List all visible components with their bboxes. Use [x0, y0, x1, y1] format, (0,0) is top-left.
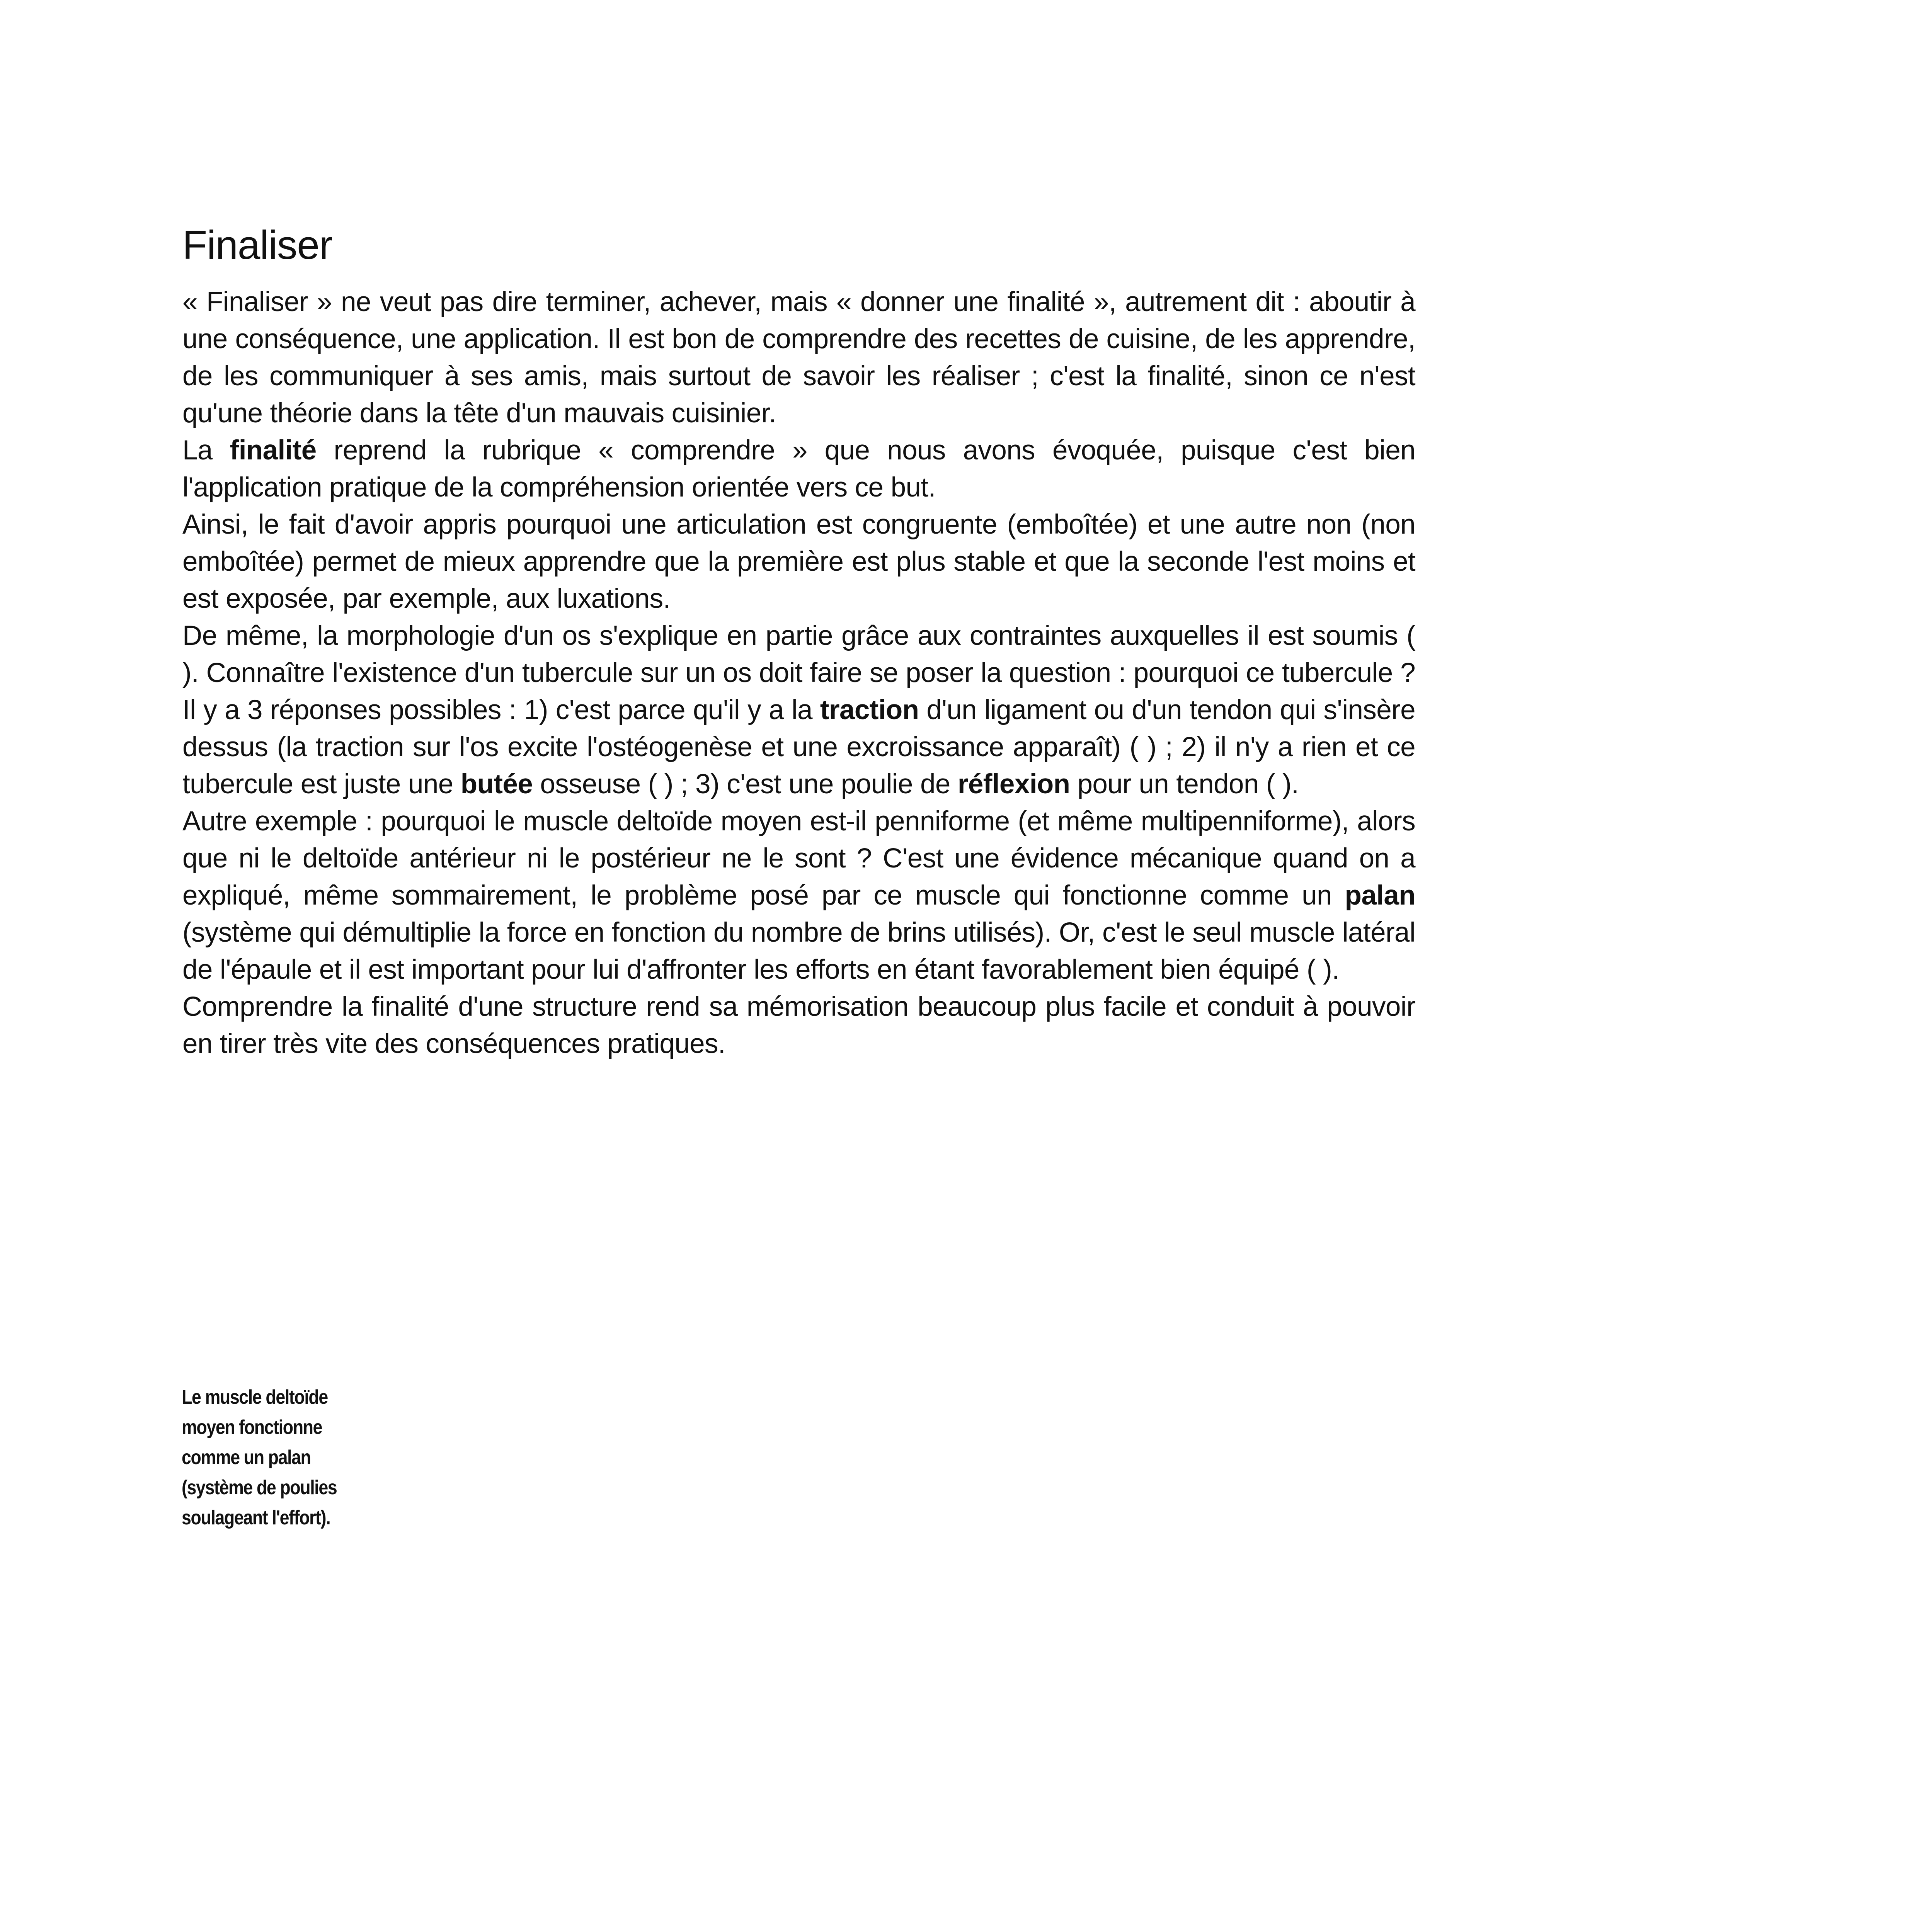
paragraph-conclusion: Comprendre la finalité d'une structure rend sa mémorisation beaucoup plus facile et conduit à pouvoir en tirer très vite des conséquences pratiques.: [182, 992, 1415, 1059]
bold-term: butée: [460, 769, 533, 799]
caption-line: moyen fonctionne: [182, 1416, 322, 1439]
figure-caption: [182, 1382, 381, 1533]
page-title: Finaliser: [182, 223, 332, 268]
caption-line: Le muscle deltoïde: [182, 1386, 328, 1408]
paragraph-deltoide: Autre exemple : pourquoi le muscle deltoïde moyen est-il penniforme (et même multipenniforme), alors que ni le deltoïde antérieur ni le postérieur ne le sont ? C'est une évidence mécanique quand on a expliqué, même sommairement, le problème posé par ce muscle qui fonctionne comme un palan (système qui démultiplie la force en fonction du nombre de brins utilisés). Or, c'est le seul muscle latéral de l'épaule et il est important pour lui d'affronter les efforts en étant favorablement bien équipé ( ).: [182, 806, 1415, 985]
paragraph-articulation: Ainsi, le fait d'avoir appris pourquoi une articulation est congruente (emboîtée) et une autre non (non emboîtée) permet de mieux apprendre que la première est plus stable et que la seconde l'est moins et est exposée, par exemple, aux luxations.: [182, 509, 1415, 614]
paragraph-finalite: La finalité reprend la rubrique « comprendre » que nous avons évoquée, puisque c'est bien l'application pratique de la compréhension orientée vers ce but.: [182, 435, 1416, 503]
caption-line: comme un palan: [182, 1446, 311, 1469]
bold-term: traction: [820, 695, 919, 725]
paragraph-tubercule: De même, la morphologie d'un os s'explique en partie grâce aux contraintes auxquelles il est soumis ( ). Connaître l'existence d'un tubercule sur un os doit faire se poser la question : pourquoi ce tubercule ? Il y a 3 réponses possibles : 1) c'est parce qu'il y a la traction d'un ligament ou d'un tendon qui s'insère dessus (la traction sur l'os excite l'ostéogenèse et une excroissance apparaît) ( ) ; 2) il n'y a rien et ce tubercule est juste une butée osseuse ( ) ; 3) c'est une poulie de réflexion pour un tendon ( ).: [182, 621, 1416, 799]
body-text: [182, 284, 1415, 1063]
paragraph-intro: « Finaliser » ne veut pas dire terminer, achever, mais « donner une finalité », autrement dit : aboutir à une conséquence, une application. Il est bon de comprendre des recettes de cuisine, de les apprendre, de les communiquer à ses amis, mais surtout de savoir les réaliser ; c'est la finalité, sinon ce n'est qu'une théorie dans la tête d'un mauvais cuisinier.: [182, 287, 1415, 429]
bold-term: finalité: [230, 435, 317, 466]
caption-line: soulageant l'effort).: [182, 1507, 330, 1529]
bold-term: palan: [1345, 880, 1415, 911]
caption-line: (système de poulies: [182, 1476, 337, 1499]
bold-term: réflexion: [957, 769, 1070, 799]
